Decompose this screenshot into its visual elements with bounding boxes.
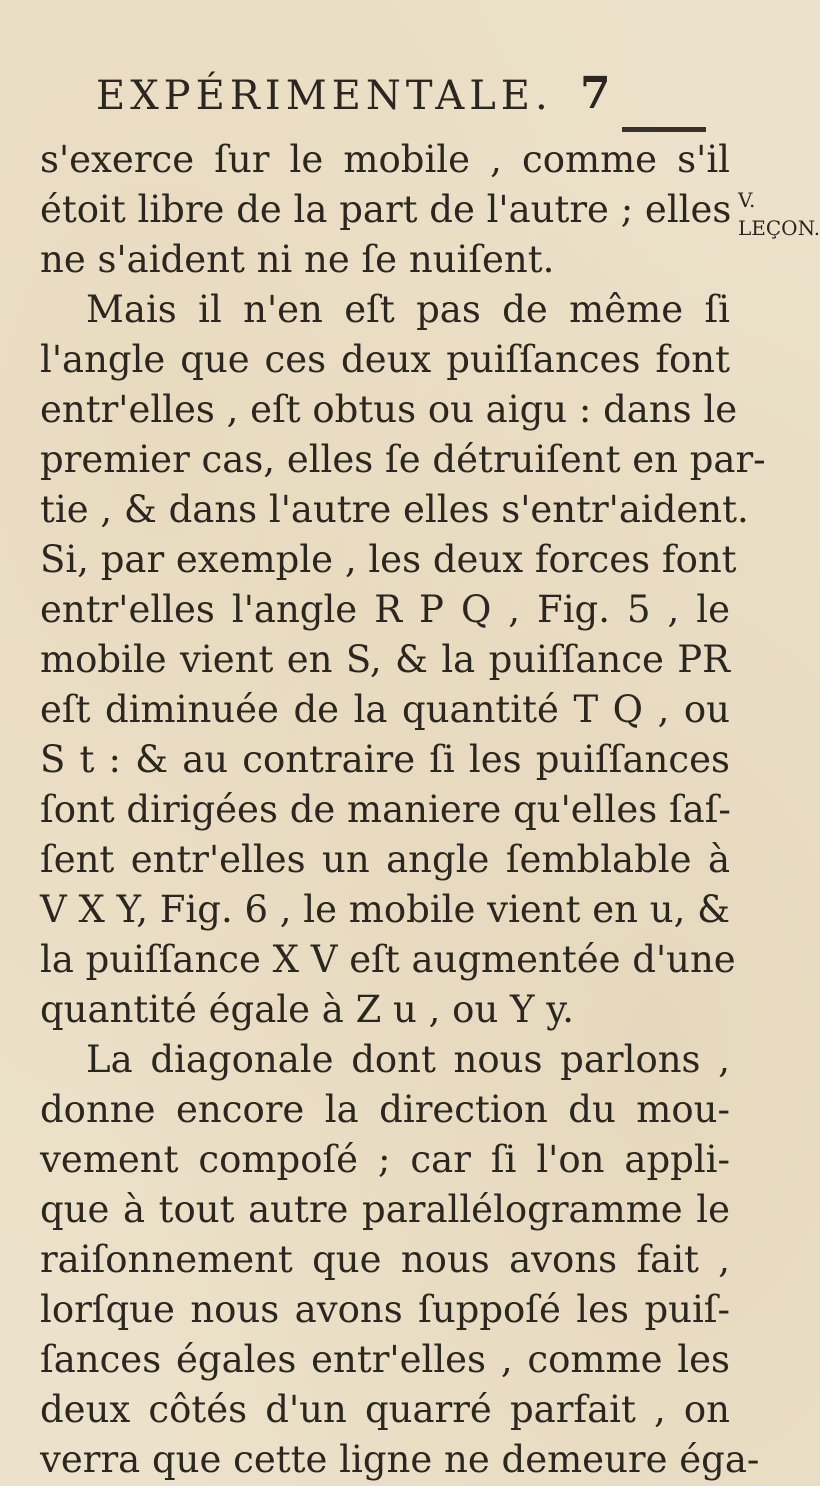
text-line: vement compoſé ; car ſi l'on appli- — [40, 1138, 730, 1181]
text-line: entr'elles l'angle R P Q , Fig. 5 , le — [40, 588, 730, 631]
decorative-rule — [622, 127, 706, 132]
text-line: s'exerce ſur le mobile , comme s'il — [40, 138, 730, 181]
text-line: donne encore la direction du mou- — [40, 1088, 730, 1131]
text-line: entr'elles , eſt obtus ou aigu : dans le — [40, 388, 738, 431]
text-line: que à tout autre parallélogramme le — [40, 1188, 730, 1231]
text-line: raiſonnement que nous avons fait , — [40, 1238, 730, 1281]
text-line: verra que cette ligne ne demeure éga- — [40, 1438, 760, 1481]
text-line: ſances égales entr'elles , comme les — [40, 1338, 730, 1381]
text-line: deux côtés d'un quarré parfait , on — [40, 1388, 730, 1431]
text-line: eſt diminuée de la quantité T Q , ou — [40, 688, 730, 731]
text-line: V X Y, Fig. 6 , le mobile vient en u, & — [40, 888, 731, 931]
text-line: mobile vient en S, & la puiſſance PR — [40, 638, 730, 681]
text-line: Mais il n'en eſt pas de même ſi — [86, 288, 730, 331]
text-line: l'angle que ces deux puiſſances font — [40, 338, 730, 381]
text-line: la puiſſance X V eſt augmentée d'une — [40, 938, 736, 981]
text-line: premier cas, elles ſe détruiſent en par- — [40, 438, 766, 481]
text-line: lorſque nous avons ſuppoſé les puiſ- — [40, 1288, 730, 1331]
text-line: Si, par exemple , les deux forces font — [40, 538, 737, 581]
text-line: étoit libre de la part de l'autre ; elles — [40, 188, 732, 231]
text-line: La diagonale dont nous parlons , — [86, 1038, 730, 1081]
text-line: tie , & dans l'autre elles s'entr'aident. — [40, 488, 749, 531]
text-line: ne s'aident ni ne ſe nuiſent. — [40, 238, 555, 281]
running-head: EXPÉRIMENTALE. — [96, 73, 553, 119]
text-line: ſont dirigées de maniere qu'elles ſaſ- — [40, 788, 731, 831]
text-line: quantité égale à Z u , ou Y y. — [40, 988, 574, 1031]
margin-lesson-label: LEÇON. — [738, 216, 820, 240]
page-number: 7 — [580, 68, 611, 119]
text-line: ſent entr'elles un angle ſemblable à — [40, 838, 730, 881]
text-line: S t : & au contraire ſi les puiſſances — [40, 738, 730, 781]
margin-lesson-number: V. — [738, 188, 756, 212]
